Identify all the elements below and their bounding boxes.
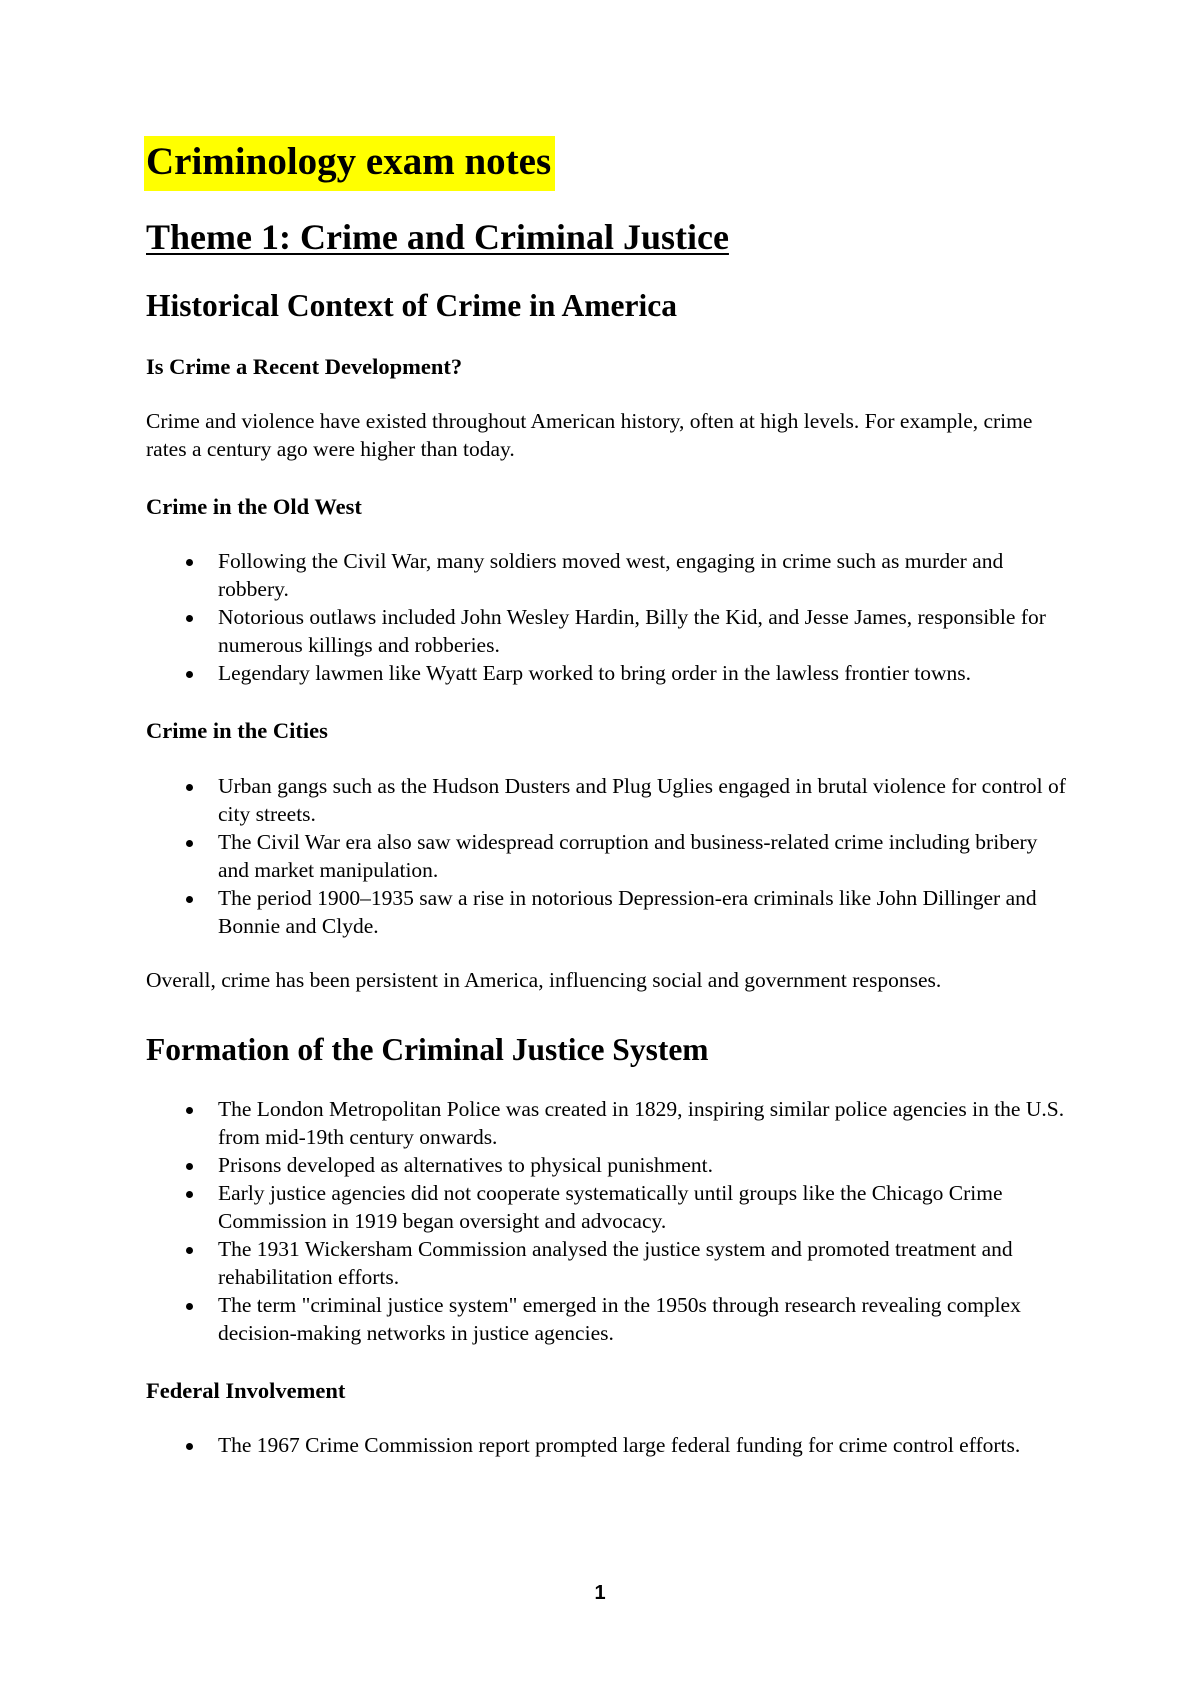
list-item-text: The period 1900–1935 saw a rise in notorious Depression-era criminals like John Dillinger and Bonnie and Clyde. (218, 885, 1037, 938)
list-item-text: The 1967 Crime Commission report prompted large federal funding for crime control efforts. (218, 1433, 1021, 1457)
cities-list (146, 772, 1066, 940)
bullet-icon (186, 840, 193, 847)
list-item-text: The term "criminal justice system" emerged in the 1950s through research revealing complex decision-making networks in justice agencies. (218, 1292, 1021, 1345)
list-item-text: The Civil War era also saw widespread corruption and business-related crime including bribery and market manipulation. (218, 829, 1038, 882)
page-content (146, 136, 1066, 1459)
section-historical-context-title: Historical Context of Crime in America (146, 287, 677, 323)
list-item (146, 603, 1066, 659)
bullet-icon (186, 1443, 193, 1450)
list-item-text: Urban gangs such as the Hudson Dusters and Plug Uglies engaged in brutal violence for control of city streets. (218, 773, 1066, 826)
old-west-heading: Crime in the Old West (146, 494, 362, 520)
federal-involvement-heading: Federal Involvement (146, 1377, 346, 1403)
list-item (146, 547, 1066, 603)
list-item-text: Prisons developed as alternatives to physical punishment. (218, 1152, 714, 1177)
bullet-icon (186, 1247, 193, 1254)
list-item-text: Legendary lawmen like Wyatt Earp worked to bring order in the lawless frontier towns. (218, 661, 971, 686)
list-item-text: Notorious outlaws included John Wesley Hardin, Billy the Kid, and Jesse James, responsible for numerous killings and robberies. (218, 605, 1046, 658)
formation-list (146, 1095, 1066, 1347)
list-item (146, 1431, 1066, 1459)
federal-list (146, 1431, 1066, 1459)
bullet-icon (186, 784, 193, 791)
list-item-text: Early justice agencies did not cooperate systematically until groups like the Chicago Crime Commission in 1919 began oversight and advocacy. (218, 1180, 1003, 1233)
old-west-list (146, 547, 1066, 687)
page-number: 1 (594, 1582, 606, 1604)
list-item-text: The 1931 Wickersham Commission analysed the justice system and promoted treatment and rehabilitation efforts. (218, 1236, 1013, 1289)
list-item (146, 828, 1066, 884)
overall-paragraph: Overall, crime has been persistent in America, influencing social and government responses. (146, 967, 942, 992)
list-item-text: The London Metropolitan Police was created in 1829, inspiring similar police agencies in the U.S. from mid-19th century onwards. (218, 1096, 1065, 1149)
list-item (146, 1095, 1066, 1151)
bullet-icon (186, 896, 193, 903)
bullet-icon (186, 671, 193, 678)
list-item (146, 772, 1066, 828)
theme-title: Theme 1: Crime and Criminal Justice (146, 216, 729, 257)
bullet-icon (186, 1303, 193, 1310)
document-title: Criminology exam notes (144, 136, 555, 191)
recent-development-heading: Is Crime a Recent Development? (146, 354, 463, 380)
list-item (146, 1235, 1066, 1291)
cities-heading: Crime in the Cities (146, 718, 328, 744)
bullet-icon (186, 1107, 193, 1114)
list-item (146, 884, 1066, 940)
list-item (146, 1291, 1066, 1347)
section-formation-title: Formation of the Criminal Justice System (146, 1031, 709, 1067)
bullet-icon (186, 559, 193, 566)
bullet-icon (186, 1191, 193, 1198)
list-item-text: Following the Civil War, many soldiers moved west, engaging in crime such as murder and robbery. (218, 549, 1004, 602)
recent-development-paragraph: Crime and violence have existed throughout American history, often at high levels. For example, crime rates a century ago were higher than today. (146, 409, 1033, 462)
bullet-icon (186, 615, 193, 622)
bullet-icon (186, 1163, 193, 1170)
list-item (146, 1179, 1066, 1235)
list-item (146, 659, 1066, 687)
list-item (146, 1151, 1066, 1179)
